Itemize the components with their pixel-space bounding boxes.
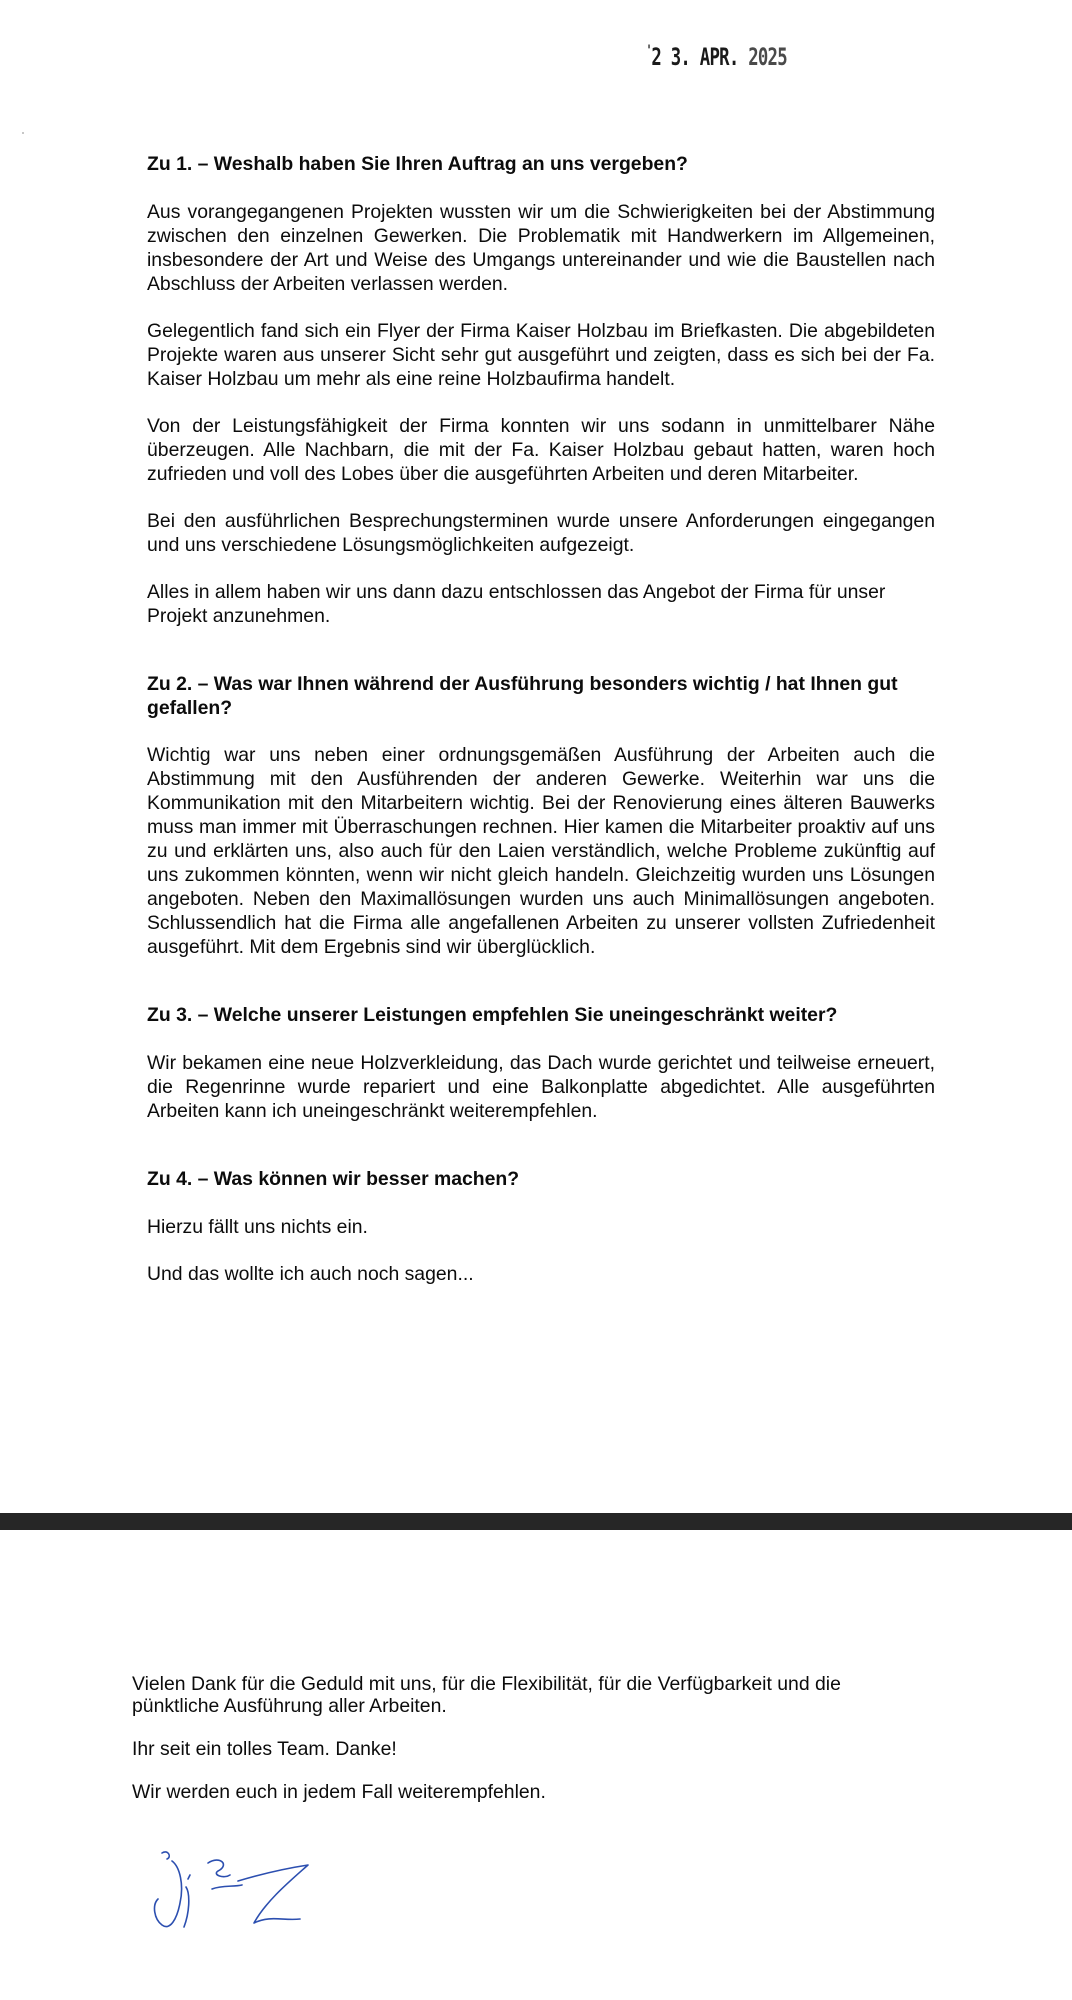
section-2-paragraph-1: Wichtig war uns neben einer ordnungsgemäßen Ausführung der Arbeiten auch die Abstimmung mit den Ausführenden der anderen Gewerke. Weiterhin war uns die Kommunikation mit den Mitarbeitern wichtig. Bei der Renovierung eines älteren Bauwerks muss man immer mit Überraschungen rechnen. Hier kamen die Mitarbeiter proaktiv auf uns zu und erklärten uns, also auch für den Laien verständlich, welche Probleme zukünftig auf uns zukommen könnten, wenn wir nicht gleich handeln. Gleichzeitig wurden uns Lösungen angeboten. Neben den Maximallösungen wurden uns auch Minimallösungen angeboten. Schlussendlich hat die Firma alle angefallenen Arbeiten zu unserer vollsten Zufriedenheit ausgeführt. Mit dem Ergebnis sind wir überglücklich. [147,744,935,958]
date-stamp-date: 2 3. APR. [651,43,739,71]
section-heading-4: Zu 4. – Was können wir besser machen? [147,1168,520,1190]
letter-body [147,152,935,1286]
closing-paragraph-1: Vielen Dank für die Geduld mit uns, für die Flexibilität, für die Verfügbarkeit und die pünktliche Ausführung aller Arbeiten. [132,1673,841,1717]
section-heading-2: Zu 2. – Was war Ihnen während der Ausführung besonders wichtig / hat Ihnen gut gefallen? [147,673,898,719]
date-stamp-year: 2025 [748,43,787,71]
section-1-paragraph-3: Von der Leistungsfähigkeit der Firma konnten wir uns sodann in unmittelbarer Nähe überzeugen. Alle Nachbarn, die mit der Fa. Kaiser Holzbau gebaut hatten, waren hoch zufrieden und voll des Lobes über die ausgeführten Arbeiten und deren Mitarbeiter. [147,415,935,485]
handwritten-signature [150,1845,400,1955]
section-3-paragraph-1: Wir bekamen eine neue Holzverkleidung, das Dach wurde gerichtet und teilweise erneuert, die Regenrinne wurde repariert und eine Balkonplatte abgedichtet. Alle ausgeführten Arbeiten kann ich uneingeschränkt weiterempfehlen. [147,1052,935,1122]
section-4-paragraph-2: Und das wollte ich auch noch sagen... [147,1263,474,1285]
closing-remarks [132,1673,932,1803]
section-1-paragraph-2: Gelegentlich fand sich ein Flyer der Firma Kaiser Holzbau im Briefkasten. Die abgebildeten Projekte waren aus unserer Sicht sehr gut ausgeführt und zeigten, dass es sich bei der Fa. Kaiser Holzbau um mehr als eine reine Holzbaufirma handelt. [147,320,935,390]
section-heading-3: Zu 3. – Welche unserer Leistungen empfehlen Sie uneingeschränkt weiter? [147,1004,838,1026]
section-1-paragraph-1: Aus vorangegangenen Projekten wussten wir um die Schwierigkeiten bei der Abstimmung zwischen den einzelnen Gewerken. Die Problematik mit Handwerkern im Allgemeinen, insbesondere der Art und Weise des Umgangs untereinander und wie die Baustellen nach Abschluss der Arbeiten verlassen werden. [147,201,935,295]
section-4-paragraph-1: Hierzu fällt uns nichts ein. [147,1216,368,1238]
closing-paragraph-3: Wir werden euch in jedem Fall weiterempfehlen. [132,1781,546,1803]
closing-paragraph-2: Ihr seit ein tolles Team. Danke! [132,1738,397,1760]
section-heading-1: Zu 1. – Weshalb haben Sie Ihren Auftrag an uns vergeben? [147,153,688,175]
date-stamp: '2 3. APR. 2025 [646,43,787,71]
section-1-paragraph-5: Alles in allem haben wir uns dann dazu entschlossen das Angebot der Firma für unser Projekt anzunehmen. [147,581,886,627]
page-separator [0,1513,1072,1531]
scan-speck [22,132,24,134]
section-1-paragraph-4: Bei den ausführlichen Besprechungsterminen wurde unsere Anforderungen eingegangen und uns verschiedene Lösungsmöglichkeiten aufgezeigt. [147,510,935,556]
